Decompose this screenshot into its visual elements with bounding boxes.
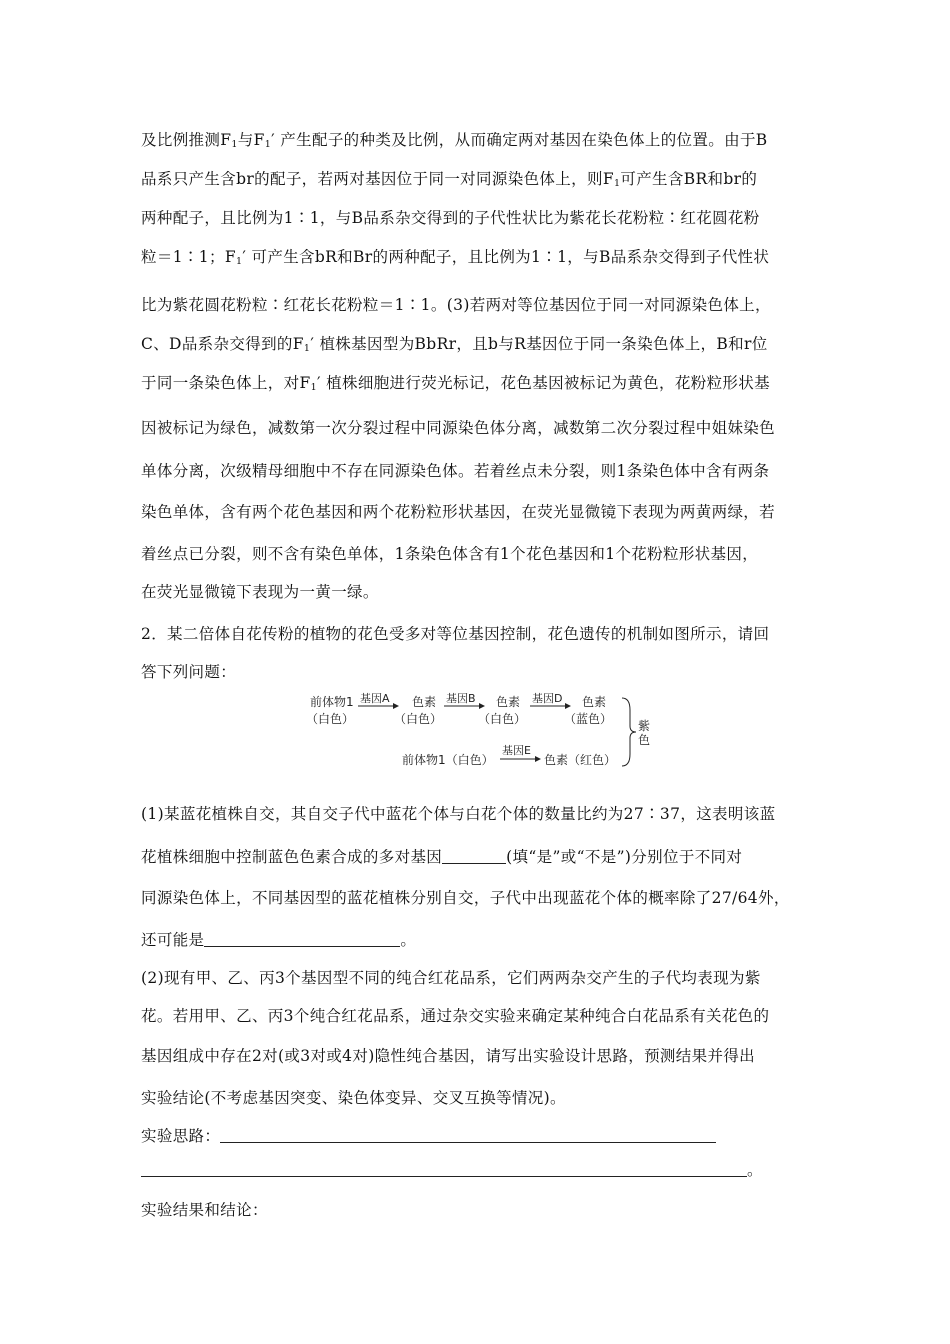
- text-line: 粒＝1∶1；$F_1'$ 可产生含bR和Br的两种配子，且比例为1∶1，与B品系杂交得到子代性状: [141, 248, 770, 267]
- geneD-label: 基因D: [532, 692, 563, 705]
- experiment-idea-line: 实验思路：: [141, 1124, 716, 1146]
- text-line: 在荧光显微镜下表现为一黄一绿。: [141, 583, 379, 601]
- text-line: 于同一条染色体上，对$F_1'$ 植株细胞进行荧光标记，花色基因被标记为黄色，花粉粒形状基: [141, 374, 770, 393]
- text-line: 花。若用甲、乙、丙3个纯合红花品系，通过杂交实验来确定某种纯合白花品系有关花色的: [141, 1007, 770, 1025]
- text-line: 单体分离，次级精母细胞中不存在同源染色体。若着丝点未分裂，则1条染色体中含有两条: [141, 462, 770, 480]
- question-title: 2．某二倍体自花传粉的植物的花色受多对等位基因控制，花色遗传的机制如图所示，请回: [141, 625, 770, 643]
- text-line: 实验结论(不考虑基因突变、染色体变异、交叉互换等情况)。: [141, 1089, 566, 1107]
- flower-color-pathway-diagram: [300, 690, 660, 776]
- geneB-label: 基因B: [446, 692, 476, 705]
- text-line: 染色单体，含有两个花色基因和两个花粉粒形状基因，在荧光显微镜下表现为两黄两绿，若: [141, 503, 776, 521]
- text-line: 品系只产生含br的配子，若两对基因位于同一对同源染色体上，则$F_1$可产生含BR和br的: [141, 170, 758, 189]
- pigment-label: 色素: [412, 695, 437, 709]
- precursor1-label: 前体物1: [310, 695, 354, 709]
- answer-blank[interactable]: [220, 1129, 716, 1143]
- text-line: 还可能是 。: [141, 931, 417, 949]
- text-line: (1)某蓝花植株自交，其自交子代中蓝花个体与白花个体的数量比约为27∶37，这表明该蓝: [141, 805, 776, 823]
- geneA-label: 基因A: [360, 692, 390, 705]
- text-line: 两种配子，且比例为1∶1，与B品系杂交得到的子代性状比为紫花长花粉粒∶红花圆花粉: [141, 209, 760, 227]
- text-line: 答下列问题：: [141, 663, 237, 681]
- result-label: 实验结果和结论：: [141, 1201, 268, 1219]
- experiment-idea-line-2: 。: [141, 1158, 763, 1180]
- answer-blank[interactable]: [442, 850, 506, 864]
- text-line: 花植株细胞中控制蓝色色素合成的多对基因 (填“是”或“不是”)分别位于不同对: [141, 848, 743, 866]
- text-line: 着丝点已分裂，则不含有染色单体，1条染色体含有1个花色基因和1个花粉粒形状基因，: [141, 545, 759, 563]
- text-line: 同源染色体上，不同基因型的蓝花植株分别自交，子代中出现蓝花个体的概率除了27/64外，: [141, 889, 790, 907]
- geneE-label: 基因E: [502, 744, 531, 757]
- text-line: 基因组成中存在2对(或3对或4对)隐性纯合基因，请写出实验设计思路，预测结果并得出: [141, 1047, 756, 1065]
- brace: [622, 698, 636, 766]
- red-pigment-label: 色素（红色）: [544, 753, 617, 767]
- blue-label: （蓝色）: [564, 712, 613, 726]
- text-line: 及比例推测$F_1$与$F_1'$ 产生配子的种类及比例，从而确定两对基因在染色体上的位置。由于B: [141, 131, 768, 150]
- purple-label: 色: [638, 733, 651, 747]
- text-line: (2)现有甲、乙、丙3个基因型不同的纯合红花品系，它们两两杂交产生的子代均表现为紫: [141, 969, 761, 987]
- white-label: （白色）: [306, 712, 355, 726]
- white-label: （白色）: [478, 712, 527, 726]
- answer-blank[interactable]: [204, 933, 400, 947]
- precursor1-row2-label: 前体物1（白色）: [402, 753, 494, 767]
- text-line: 因被标记为绿色，减数第一次分裂过程中同源染色体分离，减数第二次分裂过程中姐妹染色: [141, 419, 776, 437]
- answer-blank[interactable]: [141, 1163, 747, 1177]
- pigment-label: 色素: [496, 695, 521, 709]
- text-line: C、D品系杂交得到的$F_1'$ 植株基因型为BbRr，且b与R基因位于同一条染色体上，B和r位: [141, 335, 768, 354]
- purple-label: 紫: [638, 719, 651, 733]
- white-label: （白色）: [394, 712, 443, 726]
- pigment-label: 色素: [582, 695, 607, 709]
- text-line: 比为紫花圆花粉粒∶红花长花粉粒＝1∶1。(3)若两对等位基因位于同一对同源染色体上，: [141, 296, 771, 314]
